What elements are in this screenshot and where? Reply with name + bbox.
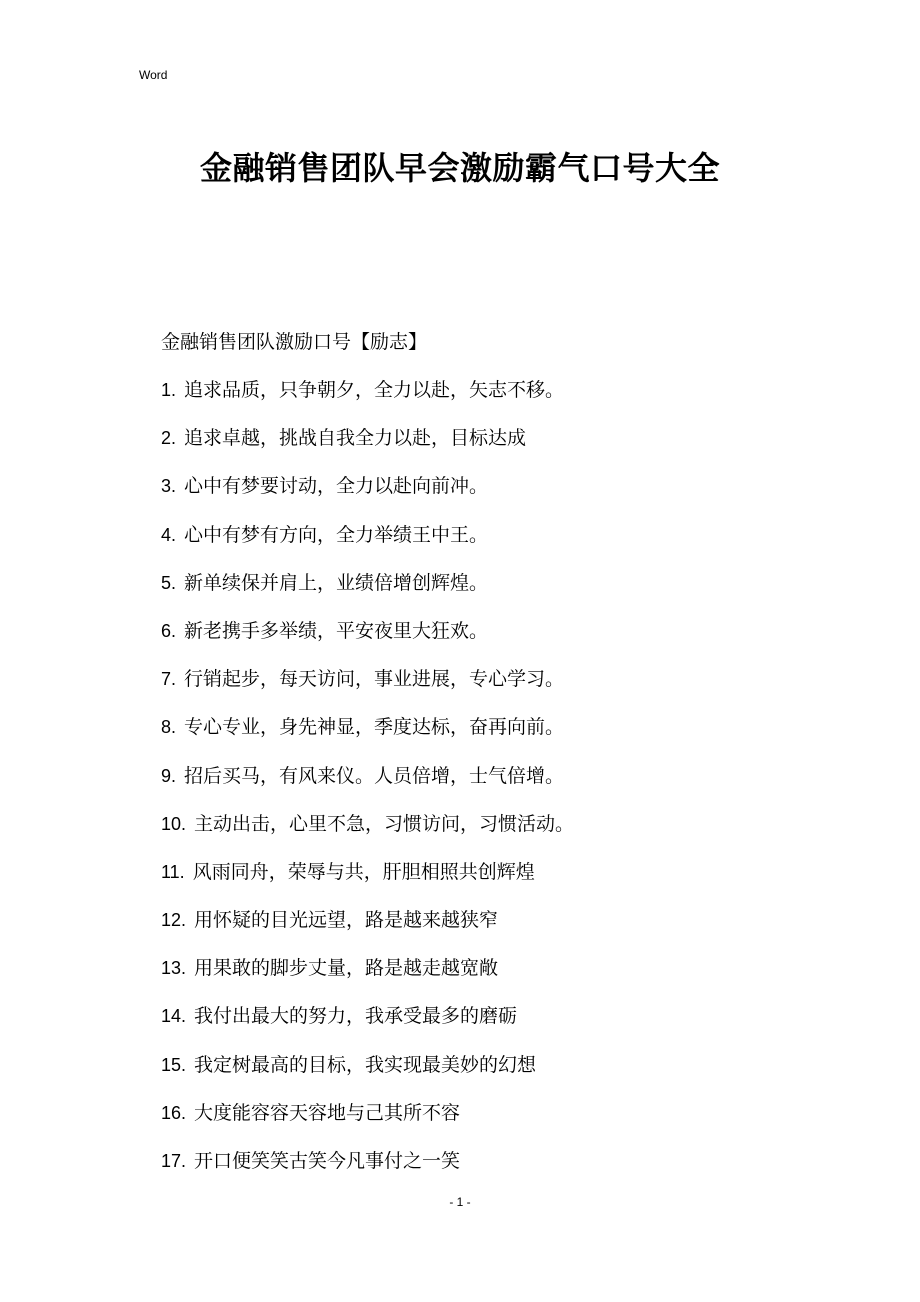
list-item-number: 5.	[161, 572, 177, 593]
slogan-list	[161, 377, 574, 1196]
list-item-number: 9.	[161, 765, 177, 786]
list-item-text: 风雨同舟，荣辱与共，肝胆相照共创辉煌	[192, 860, 535, 883]
list-item-text: 开口便笑笑古笑今凡事付之一笑	[194, 1150, 461, 1172]
page-number: - 1 -	[449, 1195, 471, 1209]
list-item-text: 追求卓越，挑战自我全力以赴，目标达成	[184, 427, 527, 450]
document-title: 金融销售团队早会激励霸气口号大全	[199, 149, 720, 187]
section-heading: 金融销售团队激励口号【励志】	[161, 331, 428, 353]
list-item-text: 招后买马，有风来仪。人员倍增，士气倍增。	[184, 764, 565, 787]
list-item	[161, 763, 574, 811]
list-item-text: 我付出最大的努力，我承受最多的磨砺	[194, 1005, 518, 1028]
list-item-number: 1.	[161, 380, 177, 400]
list-item-text: 大度能容容天容地与己其所不容	[194, 1101, 461, 1124]
list-item-number: 4.	[161, 524, 177, 545]
list-item-text: 追求品质，只争朝夕，全力以赴，矢志不移。	[184, 379, 565, 401]
list-item	[161, 618, 574, 666]
list-item-number: 7.	[161, 669, 177, 690]
list-item	[161, 1148, 574, 1196]
list-item	[161, 1052, 574, 1100]
list-item-text: 心中有梦要讨动，全力以赴向前冲。	[184, 475, 489, 498]
list-item-text: 我定树最高的目标，我实现最美妙的幻想	[194, 1053, 537, 1076]
list-item-text: 新单续保并肩上，业绩倍增创辉煌。	[184, 571, 489, 594]
list-item	[161, 859, 574, 907]
list-item-number: 12.	[161, 910, 187, 931]
list-item	[161, 425, 574, 473]
list-item-number: 2.	[161, 428, 177, 449]
list-item	[161, 1100, 574, 1148]
list-item-text: 心中有梦有方向，全力举绩王中王。	[184, 523, 489, 546]
list-item	[161, 955, 574, 1003]
list-item-number: 14.	[161, 1006, 187, 1027]
list-item-number: 8.	[161, 717, 177, 738]
list-item-number: 3.	[161, 476, 177, 497]
list-item	[161, 570, 574, 618]
list-item-number: 6.	[161, 620, 177, 641]
list-item-text: 用怀疑的目光远望，路是越来越狭窄	[194, 909, 499, 932]
list-item-number: 17.	[161, 1151, 187, 1171]
list-item	[161, 907, 574, 955]
list-item	[161, 473, 574, 521]
list-item-number: 15.	[161, 1054, 187, 1075]
list-item-text: 专心专业，身先神显，季度达标，奋再向前。	[184, 716, 565, 739]
list-item-text: 用果敢的脚步丈量，路是越走越宽敞	[194, 957, 499, 980]
list-item-number: 11.	[161, 861, 185, 882]
list-item-text: 主动出击，心里不急，习惯访问，习惯活动。	[194, 812, 575, 835]
list-item-text: 新老携手多举绩，平安夜里大狂欢。	[184, 619, 489, 642]
header-label: Word	[139, 68, 168, 82]
list-item	[161, 811, 574, 859]
list-item	[161, 377, 574, 425]
list-item	[161, 666, 574, 714]
list-item-text: 行销起步，每天访问，事业进展，专心学习。	[184, 668, 565, 691]
list-item-number: 13.	[161, 958, 187, 979]
list-item-number: 10.	[161, 813, 187, 834]
list-item	[161, 714, 574, 762]
list-item	[161, 522, 574, 570]
list-item-number: 16.	[161, 1102, 187, 1123]
list-item	[161, 1003, 574, 1051]
